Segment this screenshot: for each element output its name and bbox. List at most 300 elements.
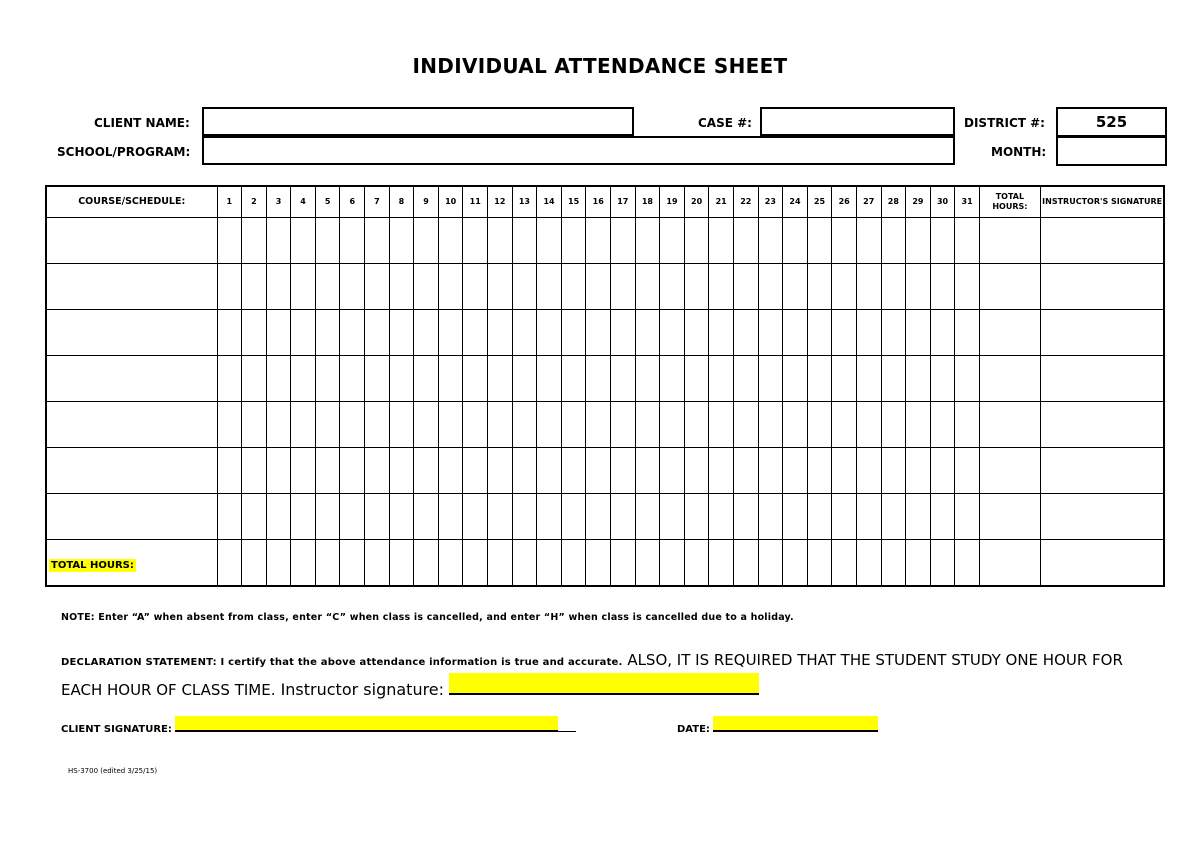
day-cell[interactable] — [684, 310, 709, 356]
day-cell[interactable] — [488, 310, 513, 356]
day-cell[interactable] — [733, 448, 758, 494]
day-cell[interactable] — [561, 402, 586, 448]
day-cell[interactable] — [955, 310, 980, 356]
total-hours-cell[interactable] — [979, 540, 1040, 587]
instructor-signature-cell[interactable] — [1040, 310, 1164, 356]
day-cell[interactable] — [955, 264, 980, 310]
day-cell[interactable] — [611, 218, 636, 264]
day-cell[interactable] — [856, 264, 881, 310]
day-cell[interactable] — [266, 402, 291, 448]
day-cell[interactable] — [561, 540, 586, 587]
client-signature-row — [61, 716, 576, 735]
day-cell[interactable] — [389, 540, 414, 587]
day-cell[interactable] — [856, 356, 881, 402]
day-cell[interactable] — [266, 356, 291, 402]
instructor-signature-cell[interactable] — [1040, 494, 1164, 540]
day-cell[interactable] — [660, 540, 685, 587]
day-cell[interactable] — [340, 356, 365, 402]
day-cell[interactable] — [365, 402, 390, 448]
instructor-signature-cell[interactable] — [1040, 356, 1164, 402]
day-cell[interactable] — [611, 310, 636, 356]
declaration-bold: DECLARATION STATEMENT: I certify that the above attendance information is true and accurate. — [61, 657, 623, 668]
day-cell[interactable] — [758, 310, 783, 356]
instructor-signature-header: INSTRUCTOR'S SIGNATURE — [1040, 186, 1164, 218]
day-cell[interactable] — [881, 402, 906, 448]
day-cell[interactable] — [315, 448, 340, 494]
page-title: INDIVIDUAL ATTENDANCE SHEET — [412, 54, 788, 78]
day-cell[interactable] — [291, 494, 316, 540]
day-cell[interactable] — [807, 310, 832, 356]
day-cell[interactable] — [438, 310, 463, 356]
day-cell[interactable] — [930, 402, 955, 448]
day-cell[interactable] — [832, 356, 857, 402]
day-cell[interactable] — [537, 540, 562, 587]
day-cell[interactable] — [242, 264, 267, 310]
day-cell[interactable] — [586, 494, 611, 540]
day-cell[interactable] — [709, 310, 734, 356]
day-cell[interactable] — [389, 218, 414, 264]
day-cell[interactable] — [266, 310, 291, 356]
day-cell[interactable] — [758, 218, 783, 264]
day-cell[interactable] — [365, 218, 390, 264]
day-cell[interactable] — [266, 264, 291, 310]
day-cell[interactable] — [414, 310, 439, 356]
day-cell[interactable] — [611, 356, 636, 402]
day-cell[interactable] — [955, 356, 980, 402]
day-cell[interactable] — [438, 448, 463, 494]
day-cell[interactable] — [365, 264, 390, 310]
day-cell[interactable] — [438, 356, 463, 402]
day-header: 7 — [365, 186, 390, 218]
day-cell[interactable] — [315, 356, 340, 402]
day-cell[interactable] — [340, 218, 365, 264]
day-cell[interactable] — [733, 494, 758, 540]
day-cell[interactable] — [832, 494, 857, 540]
case-field[interactable] — [760, 107, 955, 136]
day-cell[interactable] — [315, 218, 340, 264]
day-cell[interactable] — [242, 448, 267, 494]
day-cell[interactable] — [660, 356, 685, 402]
course-cell[interactable] — [46, 218, 217, 264]
day-cell[interactable] — [512, 310, 537, 356]
day-cell[interactable] — [955, 402, 980, 448]
day-cell[interactable] — [709, 494, 734, 540]
day-cell[interactable] — [881, 448, 906, 494]
day-cell[interactable] — [660, 218, 685, 264]
day-cell[interactable] — [635, 402, 660, 448]
day-cell[interactable] — [881, 540, 906, 587]
day-cell[interactable] — [414, 448, 439, 494]
day-header: 6 — [340, 186, 365, 218]
day-cell[interactable] — [783, 540, 808, 587]
total-hours-cell[interactable] — [979, 448, 1040, 494]
day-cell[interactable] — [758, 540, 783, 587]
day-cell[interactable] — [832, 402, 857, 448]
day-cell[interactable] — [832, 218, 857, 264]
note-text: NOTE: Enter “A” when absent from class, enter “C” when class is cancelled, and enter “H” when class is cancelled due to a holiday. — [61, 612, 794, 623]
day-cell[interactable] — [611, 448, 636, 494]
day-cell[interactable] — [660, 494, 685, 540]
day-cell[interactable] — [807, 264, 832, 310]
day-cell[interactable] — [611, 540, 636, 587]
day-cell[interactable] — [586, 310, 611, 356]
course-cell[interactable] — [46, 448, 217, 494]
day-header: 19 — [660, 186, 685, 218]
day-cell[interactable] — [906, 402, 931, 448]
district-field[interactable]: 525 — [1056, 107, 1167, 137]
day-cell[interactable] — [266, 218, 291, 264]
total-hours-cell[interactable] — [979, 264, 1040, 310]
day-cell[interactable] — [733, 402, 758, 448]
day-cell[interactable] — [906, 218, 931, 264]
day-cell[interactable] — [537, 448, 562, 494]
day-cell[interactable] — [586, 218, 611, 264]
table-row — [46, 356, 1164, 402]
day-cell[interactable] — [758, 356, 783, 402]
day-cell[interactable] — [242, 310, 267, 356]
day-cell[interactable] — [684, 448, 709, 494]
day-cell[interactable] — [758, 402, 783, 448]
day-cell[interactable] — [856, 402, 881, 448]
day-cell[interactable] — [217, 402, 242, 448]
day-cell[interactable] — [611, 264, 636, 310]
course-cell[interactable] — [46, 264, 217, 310]
day-cell[interactable] — [537, 264, 562, 310]
day-cell[interactable] — [266, 448, 291, 494]
total-hours-cell[interactable] — [979, 402, 1040, 448]
client-name-field[interactable] — [202, 107, 634, 136]
day-cell[interactable] — [463, 402, 488, 448]
day-cell[interactable] — [561, 494, 586, 540]
day-cell[interactable] — [315, 264, 340, 310]
course-cell[interactable] — [46, 402, 217, 448]
client-signature-label: CLIENT SIGNATURE: — [61, 724, 172, 735]
day-cell[interactable] — [414, 494, 439, 540]
day-cell[interactable] — [635, 540, 660, 587]
day-cell[interactable] — [635, 356, 660, 402]
day-cell[interactable] — [783, 264, 808, 310]
day-cell[interactable] — [291, 356, 316, 402]
instructor-signature-cell[interactable] — [1040, 402, 1164, 448]
day-cell[interactable] — [488, 448, 513, 494]
day-cell[interactable] — [881, 356, 906, 402]
day-cell[interactable] — [512, 494, 537, 540]
day-cell[interactable] — [832, 448, 857, 494]
day-cell[interactable] — [684, 540, 709, 587]
instructor-signature-line[interactable] — [449, 673, 759, 695]
day-cell[interactable] — [291, 218, 316, 264]
day-cell[interactable] — [512, 264, 537, 310]
day-header: 4 — [291, 186, 316, 218]
day-cell[interactable] — [512, 448, 537, 494]
case-label: CASE #: — [698, 116, 752, 130]
day-cell[interactable] — [758, 264, 783, 310]
day-cell[interactable] — [512, 218, 537, 264]
day-cell[interactable] — [733, 218, 758, 264]
day-cell[interactable] — [586, 356, 611, 402]
day-cell[interactable] — [463, 356, 488, 402]
date-line[interactable] — [713, 716, 878, 732]
day-cell[interactable] — [586, 540, 611, 587]
day-cell[interactable] — [512, 540, 537, 587]
instructor-signature-cell[interactable] — [1040, 540, 1164, 587]
day-cell[interactable] — [291, 310, 316, 356]
day-cell[interactable] — [340, 494, 365, 540]
day-cell[interactable] — [660, 402, 685, 448]
day-cell[interactable] — [463, 540, 488, 587]
day-cell[interactable] — [684, 356, 709, 402]
day-cell[interactable] — [660, 448, 685, 494]
day-cell[interactable] — [684, 264, 709, 310]
day-cell[interactable] — [955, 218, 980, 264]
course-cell[interactable] — [46, 310, 217, 356]
day-cell[interactable] — [733, 310, 758, 356]
day-cell[interactable] — [414, 356, 439, 402]
day-cell[interactable] — [217, 494, 242, 540]
day-cell[interactable] — [906, 264, 931, 310]
day-cell[interactable] — [463, 494, 488, 540]
day-cell[interactable] — [365, 356, 390, 402]
day-cell[interactable] — [832, 310, 857, 356]
day-cell[interactable] — [414, 402, 439, 448]
day-cell[interactable] — [537, 356, 562, 402]
total-hours-cell[interactable] — [979, 310, 1040, 356]
day-cell[interactable] — [291, 402, 316, 448]
table-row — [46, 264, 1164, 310]
day-cell[interactable] — [586, 402, 611, 448]
day-cell[interactable] — [906, 356, 931, 402]
day-cell[interactable] — [807, 448, 832, 494]
day-cell[interactable] — [463, 264, 488, 310]
day-cell[interactable] — [783, 218, 808, 264]
day-cell[interactable] — [635, 494, 660, 540]
instructor-signature-cell[interactable] — [1040, 264, 1164, 310]
day-cell[interactable] — [906, 310, 931, 356]
day-cell[interactable] — [365, 448, 390, 494]
day-cell[interactable] — [217, 540, 242, 587]
day-cell[interactable] — [217, 218, 242, 264]
day-cell[interactable] — [389, 310, 414, 356]
day-cell[interactable] — [561, 356, 586, 402]
course-cell[interactable] — [46, 356, 217, 402]
day-cell[interactable] — [389, 448, 414, 494]
day-cell[interactable] — [291, 264, 316, 310]
day-cell[interactable] — [611, 494, 636, 540]
day-cell[interactable] — [389, 402, 414, 448]
day-cell[interactable] — [684, 402, 709, 448]
day-cell[interactable] — [930, 356, 955, 402]
day-cell[interactable] — [709, 264, 734, 310]
day-cell[interactable] — [365, 540, 390, 587]
day-cell[interactable] — [856, 218, 881, 264]
day-cell[interactable] — [881, 218, 906, 264]
day-cell[interactable] — [315, 494, 340, 540]
day-cell[interactable] — [881, 494, 906, 540]
day-cell[interactable] — [611, 402, 636, 448]
day-cell[interactable] — [709, 402, 734, 448]
instructor-signature-cell[interactable] — [1040, 448, 1164, 494]
day-cell[interactable] — [733, 356, 758, 402]
day-cell[interactable] — [856, 494, 881, 540]
date-label: DATE: — [677, 724, 710, 735]
day-cell[interactable] — [315, 310, 340, 356]
day-cell[interactable] — [488, 356, 513, 402]
day-cell[interactable] — [438, 264, 463, 310]
day-cell[interactable] — [217, 310, 242, 356]
day-cell[interactable] — [488, 494, 513, 540]
day-cell[interactable] — [537, 402, 562, 448]
day-cell[interactable] — [709, 540, 734, 587]
month-field[interactable] — [1056, 136, 1167, 166]
day-cell[interactable] — [586, 264, 611, 310]
day-cell[interactable] — [906, 494, 931, 540]
day-cell[interactable] — [561, 264, 586, 310]
day-cell[interactable] — [414, 264, 439, 310]
day-cell[interactable] — [807, 540, 832, 587]
day-cell[interactable] — [217, 264, 242, 310]
day-cell[interactable] — [635, 218, 660, 264]
day-cell[interactable] — [537, 218, 562, 264]
day-cell[interactable] — [709, 448, 734, 494]
day-cell[interactable] — [930, 448, 955, 494]
day-cell[interactable] — [315, 540, 340, 587]
day-cell[interactable] — [389, 264, 414, 310]
day-cell[interactable] — [365, 310, 390, 356]
day-cell[interactable] — [266, 540, 291, 587]
day-cell[interactable] — [488, 218, 513, 264]
day-cell[interactable] — [733, 540, 758, 587]
day-cell[interactable] — [242, 494, 267, 540]
day-cell[interactable] — [561, 310, 586, 356]
day-cell[interactable] — [783, 402, 808, 448]
total-hours-cell[interactable] — [979, 356, 1040, 402]
day-cell[interactable] — [488, 402, 513, 448]
day-cell[interactable] — [512, 402, 537, 448]
day-cell[interactable] — [955, 540, 980, 587]
day-cell[interactable] — [930, 540, 955, 587]
total-hours-cell[interactable] — [979, 218, 1040, 264]
day-cell[interactable] — [783, 448, 808, 494]
day-cell[interactable] — [463, 448, 488, 494]
day-cell[interactable] — [242, 356, 267, 402]
day-cell[interactable] — [660, 310, 685, 356]
day-cell[interactable] — [758, 448, 783, 494]
day-cell[interactable] — [389, 494, 414, 540]
day-cell[interactable] — [586, 448, 611, 494]
day-cell[interactable] — [291, 540, 316, 587]
day-cell[interactable] — [340, 264, 365, 310]
table-row — [46, 310, 1164, 356]
day-cell[interactable] — [414, 540, 439, 587]
day-cell[interactable] — [660, 264, 685, 310]
day-cell[interactable] — [291, 448, 316, 494]
day-cell[interactable] — [832, 264, 857, 310]
day-cell[interactable] — [709, 218, 734, 264]
day-cell[interactable] — [365, 494, 390, 540]
instructor-signature-cell[interactable] — [1040, 218, 1164, 264]
day-header: 12 — [488, 186, 513, 218]
day-cell[interactable] — [930, 494, 955, 540]
day-cell[interactable] — [684, 494, 709, 540]
total-hours-cell[interactable] — [979, 494, 1040, 540]
day-cell[interactable] — [733, 264, 758, 310]
day-cell[interactable] — [561, 218, 586, 264]
day-cell[interactable] — [340, 310, 365, 356]
day-cell[interactable] — [561, 448, 586, 494]
day-cell[interactable] — [807, 494, 832, 540]
total-hours-header: TOTAL HOURS: — [979, 186, 1040, 218]
day-cell[interactable] — [955, 494, 980, 540]
instructor-signature-label: Instructor signature: — [275, 680, 445, 699]
day-cell[interactable] — [635, 264, 660, 310]
day-cell[interactable] — [635, 310, 660, 356]
school-program-field[interactable] — [202, 136, 955, 165]
day-cell[interactable] — [438, 494, 463, 540]
day-cell[interactable] — [315, 402, 340, 448]
day-cell[interactable] — [856, 448, 881, 494]
day-cell[interactable] — [906, 448, 931, 494]
day-cell[interactable] — [906, 540, 931, 587]
day-cell[interactable] — [709, 356, 734, 402]
day-cell[interactable] — [537, 310, 562, 356]
day-cell[interactable] — [955, 448, 980, 494]
day-header: 17 — [611, 186, 636, 218]
day-cell[interactable] — [242, 218, 267, 264]
day-cell[interactable] — [783, 310, 808, 356]
day-cell[interactable] — [832, 540, 857, 587]
day-cell[interactable] — [807, 356, 832, 402]
day-cell[interactable] — [881, 310, 906, 356]
table-row — [46, 218, 1164, 264]
day-cell[interactable] — [389, 356, 414, 402]
day-cell[interactable] — [807, 402, 832, 448]
day-cell[interactable] — [635, 448, 660, 494]
day-cell[interactable] — [930, 264, 955, 310]
day-header: 5 — [315, 186, 340, 218]
day-cell[interactable] — [807, 218, 832, 264]
day-cell[interactable] — [881, 264, 906, 310]
client-signature-line[interactable] — [175, 716, 558, 732]
day-cell[interactable] — [930, 310, 955, 356]
day-cell[interactable] — [488, 540, 513, 587]
day-cell[interactable] — [512, 356, 537, 402]
day-cell[interactable] — [488, 264, 513, 310]
day-cell[interactable] — [414, 218, 439, 264]
day-cell[interactable] — [930, 218, 955, 264]
day-cell[interactable] — [463, 218, 488, 264]
day-cell[interactable] — [340, 402, 365, 448]
day-cell[interactable] — [217, 356, 242, 402]
day-cell[interactable] — [340, 448, 365, 494]
day-cell[interactable] — [783, 494, 808, 540]
day-cell[interactable] — [340, 540, 365, 587]
day-cell[interactable] — [537, 494, 562, 540]
day-cell[interactable] — [463, 310, 488, 356]
day-cell[interactable] — [242, 540, 267, 587]
day-cell[interactable] — [856, 310, 881, 356]
day-cell[interactable] — [758, 494, 783, 540]
day-cell[interactable] — [266, 494, 291, 540]
day-cell[interactable] — [242, 402, 267, 448]
course-cell[interactable] — [46, 494, 217, 540]
day-cell[interactable] — [684, 218, 709, 264]
day-cell[interactable] — [783, 356, 808, 402]
day-cell[interactable] — [438, 402, 463, 448]
day-cell[interactable] — [438, 218, 463, 264]
day-cell[interactable] — [217, 448, 242, 494]
day-cell[interactable] — [856, 540, 881, 587]
day-cell[interactable] — [438, 540, 463, 587]
